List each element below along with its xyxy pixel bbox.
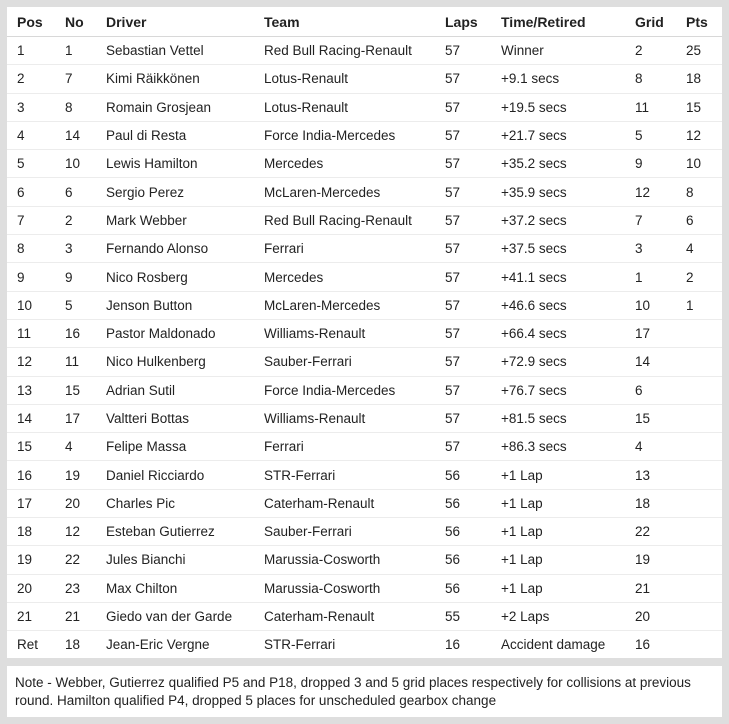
cell-no: 15 bbox=[65, 376, 106, 404]
cell-pos: 15 bbox=[7, 433, 65, 461]
cell-time-retired: +1 Lap bbox=[501, 574, 635, 602]
cell-grid: 11 bbox=[635, 93, 686, 121]
cell-pos: 12 bbox=[7, 348, 65, 376]
cell-pos: 5 bbox=[7, 150, 65, 178]
table-row bbox=[7, 433, 722, 461]
cell-laps: 57 bbox=[445, 263, 501, 291]
cell-no: 22 bbox=[65, 546, 106, 574]
cell-no: 21 bbox=[65, 602, 106, 630]
cell-laps: 57 bbox=[445, 178, 501, 206]
cell-pts: 6 bbox=[686, 206, 722, 234]
table-row bbox=[7, 291, 722, 319]
cell-laps: 57 bbox=[445, 37, 501, 65]
table-row bbox=[7, 602, 722, 630]
cell-laps: 57 bbox=[445, 433, 501, 461]
cell-driver: Jean-Eric Vergne bbox=[106, 637, 210, 653]
cell-pos: 21 bbox=[7, 602, 65, 630]
cell-time-retired: +66.4 secs bbox=[501, 319, 635, 347]
cell-no: 10 bbox=[65, 150, 106, 178]
cell-time-retired: Accident damage bbox=[501, 637, 606, 653]
cell-pos: 6 bbox=[7, 178, 65, 206]
cell-no: 17 bbox=[65, 404, 106, 432]
table-row bbox=[7, 37, 722, 65]
cell-no: 19 bbox=[65, 461, 106, 489]
cell-grid: 7 bbox=[635, 206, 686, 234]
header-driver: Driver bbox=[106, 7, 264, 37]
cell-time-retired: +1 Lap bbox=[501, 489, 635, 517]
cell-driver: Jenson Button bbox=[106, 291, 264, 319]
cell-team: Marussia-Cosworth bbox=[264, 574, 445, 602]
cell-time-retired: +2 Laps bbox=[501, 602, 635, 630]
cell-grid: 5 bbox=[635, 121, 686, 149]
cell-pts: 8 bbox=[686, 178, 722, 206]
cell-time-retired: +9.1 secs bbox=[501, 65, 635, 93]
header-pos: Pos bbox=[7, 7, 65, 37]
header-row bbox=[7, 7, 722, 37]
cell-pts bbox=[686, 461, 722, 489]
cell-pos: 10 bbox=[7, 291, 65, 319]
cell-driver: Valtteri Bottas bbox=[106, 404, 264, 432]
cell-laps: 57 bbox=[445, 235, 501, 263]
cell-grid: 16 bbox=[635, 637, 651, 653]
cell-driver: Kimi Räikkönen bbox=[106, 65, 264, 93]
cell-team: Caterham-Renault bbox=[264, 602, 445, 630]
cell-time-retired: +35.2 secs bbox=[501, 150, 635, 178]
cell-driver: Felipe Massa bbox=[106, 433, 264, 461]
cell-time-retired: +1 Lap bbox=[501, 518, 635, 546]
cell-grid: 19 bbox=[635, 546, 686, 574]
cell-no: 18 bbox=[65, 637, 81, 653]
cell-team: Mercedes bbox=[264, 263, 445, 291]
results-body bbox=[7, 37, 722, 659]
cell-pts: 4 bbox=[686, 235, 722, 263]
cell-no: 3 bbox=[65, 235, 106, 263]
table-row bbox=[7, 461, 722, 489]
cell-time-retired: +72.9 secs bbox=[501, 348, 635, 376]
cell-time-retired: +46.6 secs bbox=[501, 291, 635, 319]
table-row bbox=[7, 518, 722, 546]
cell-team: Sauber-Ferrari bbox=[264, 348, 445, 376]
cell-driver: Jules Bianchi bbox=[106, 546, 264, 574]
cell-grid: 8 bbox=[635, 65, 686, 93]
table-row bbox=[7, 121, 722, 149]
cell-pos: 2 bbox=[7, 65, 65, 93]
race-results-table bbox=[7, 7, 722, 659]
cell-no: 5 bbox=[65, 291, 106, 319]
cell-time-retired: +37.5 secs bbox=[501, 235, 635, 263]
cell-grid: 1 bbox=[635, 263, 686, 291]
cell-team: Williams-Renault bbox=[264, 319, 445, 347]
table-row bbox=[7, 376, 722, 404]
cell-pos: Ret bbox=[17, 637, 39, 653]
table-row bbox=[7, 93, 722, 121]
cell-no: 4 bbox=[65, 433, 106, 461]
header-no: No bbox=[65, 7, 106, 37]
cell-grid: 17 bbox=[635, 319, 686, 347]
cell-laps: 56 bbox=[445, 546, 501, 574]
cell-time-retired: +1 Lap bbox=[501, 546, 635, 574]
cell-no: 23 bbox=[65, 574, 106, 602]
cell-no: 1 bbox=[65, 37, 106, 65]
cell-no: 8 bbox=[65, 93, 106, 121]
header-laps: Laps bbox=[445, 7, 501, 37]
cell-laps: 56 bbox=[445, 489, 501, 517]
cell-driver: Daniel Ricciardo bbox=[106, 461, 264, 489]
cell-pos: 16 bbox=[7, 461, 65, 489]
cell-no: 11 bbox=[65, 348, 106, 376]
cell-grid: 4 bbox=[635, 433, 686, 461]
cell-team: Red Bull Racing-Renault bbox=[264, 37, 445, 65]
cell-grid: 12 bbox=[635, 178, 686, 206]
cell-time-retired: +21.7 secs bbox=[501, 121, 635, 149]
cell-laps: 56 bbox=[445, 518, 501, 546]
table-row bbox=[7, 489, 722, 517]
cell-driver: Paul di Resta bbox=[106, 121, 264, 149]
table-row bbox=[7, 319, 722, 347]
cell-pts: 15 bbox=[686, 93, 722, 121]
cell-team: Ferrari bbox=[264, 235, 445, 263]
header-time-retired: Time/Retired bbox=[501, 7, 635, 37]
table-row bbox=[7, 150, 722, 178]
cell-no: 9 bbox=[65, 263, 106, 291]
cell-grid: 3 bbox=[635, 235, 686, 263]
header-pts: Pts bbox=[686, 7, 722, 37]
cell-driver: Fernando Alonso bbox=[106, 235, 264, 263]
table-row bbox=[7, 348, 722, 376]
cell-grid: 10 bbox=[635, 291, 686, 319]
cell-laps: 57 bbox=[445, 150, 501, 178]
cell-pts bbox=[686, 631, 722, 659]
cell-driver: Romain Grosjean bbox=[106, 93, 264, 121]
results-panel bbox=[7, 7, 722, 658]
cell-pos: 9 bbox=[7, 263, 65, 291]
cell-team: Williams-Renault bbox=[264, 404, 445, 432]
cell-driver: Lewis Hamilton bbox=[106, 150, 264, 178]
cell-driver: Sebastian Vettel bbox=[106, 37, 264, 65]
cell-laps: 56 bbox=[445, 574, 501, 602]
cell-pos: 1 bbox=[7, 37, 65, 65]
table-row bbox=[7, 178, 722, 206]
cell-laps: 57 bbox=[445, 376, 501, 404]
cell-driver: Pastor Maldonado bbox=[106, 319, 264, 347]
cell-driver: Adrian Sutil bbox=[106, 376, 264, 404]
header-team: Team bbox=[264, 7, 445, 37]
table-row bbox=[7, 574, 722, 602]
cell-pts: 1 bbox=[686, 291, 722, 319]
cell-team: Red Bull Racing-Renault bbox=[264, 206, 445, 234]
cell-driver: Giedo van der Garde bbox=[106, 602, 264, 630]
cell-time-retired: +76.7 secs bbox=[501, 376, 635, 404]
cell-grid: 18 bbox=[635, 489, 686, 517]
cell-team: Force India-Mercedes bbox=[264, 121, 445, 149]
cell-no: 20 bbox=[65, 489, 106, 517]
cell-no: 7 bbox=[65, 65, 106, 93]
cell-laps: 57 bbox=[445, 348, 501, 376]
cell-laps: 57 bbox=[445, 93, 501, 121]
cell-time-retired: +35.9 secs bbox=[501, 178, 635, 206]
cell-team: McLaren-Mercedes bbox=[264, 178, 445, 206]
cell-team: STR-Ferrari bbox=[264, 637, 336, 653]
table-row bbox=[7, 235, 722, 263]
cell-laps: 57 bbox=[445, 404, 501, 432]
cell-grid: 9 bbox=[635, 150, 686, 178]
cell-grid: 22 bbox=[635, 518, 686, 546]
table-row bbox=[7, 546, 722, 574]
cell-pos: 4 bbox=[7, 121, 65, 149]
cell-no: 12 bbox=[65, 518, 106, 546]
cell-time-retired: +1 Lap bbox=[501, 461, 635, 489]
cell-pos: 17 bbox=[7, 489, 65, 517]
cell-grid: 14 bbox=[635, 348, 686, 376]
cell-grid: 13 bbox=[635, 461, 686, 489]
cell-pts: 10 bbox=[686, 150, 722, 178]
cell-time-retired: +86.3 secs bbox=[501, 433, 635, 461]
cell-time-retired: +19.5 secs bbox=[501, 93, 635, 121]
cell-driver: Max Chilton bbox=[106, 574, 264, 602]
cell-pts bbox=[686, 574, 722, 602]
cell-pos: 13 bbox=[7, 376, 65, 404]
cell-team: Lotus-Renault bbox=[264, 93, 445, 121]
cell-grid: 2 bbox=[635, 37, 686, 65]
cell-laps: 55 bbox=[445, 602, 501, 630]
table-row bbox=[7, 631, 722, 659]
cell-pts: 25 bbox=[686, 37, 722, 65]
cell-team: Marussia-Cosworth bbox=[264, 546, 445, 574]
cell-pos: 14 bbox=[7, 404, 65, 432]
cell-pts bbox=[686, 602, 722, 630]
cell-pts bbox=[686, 546, 722, 574]
cell-team: Caterham-Renault bbox=[264, 489, 445, 517]
cell-pts bbox=[686, 376, 722, 404]
cell-pts: 18 bbox=[686, 65, 722, 93]
cell-driver: Sergio Perez bbox=[106, 178, 264, 206]
cell-pos: 3 bbox=[7, 93, 65, 121]
cell-laps: 57 bbox=[445, 291, 501, 319]
cell-pos: 18 bbox=[7, 518, 65, 546]
cell-driver: Charles Pic bbox=[106, 489, 264, 517]
cell-pts bbox=[686, 518, 722, 546]
cell-no: 16 bbox=[65, 319, 106, 347]
cell-grid: 21 bbox=[635, 574, 686, 602]
cell-pos: 19 bbox=[7, 546, 65, 574]
cell-time-retired: +37.2 secs bbox=[501, 206, 635, 234]
cell-time-retired: +81.5 secs bbox=[501, 404, 635, 432]
cell-pts bbox=[686, 319, 722, 347]
cell-laps: 57 bbox=[445, 121, 501, 149]
cell-laps: 57 bbox=[445, 206, 501, 234]
cell-pts: 2 bbox=[686, 263, 722, 291]
table-row bbox=[7, 263, 722, 291]
footnote: Note - Webber, Gutierrez qualified P5 and P18, dropped 3 and 5 grid places respectively for collisions at previous round. Hamilton qualified P4, dropped 5 places for unscheduled gearbox change bbox=[7, 666, 722, 717]
cell-no: 14 bbox=[65, 121, 106, 149]
cell-driver: Nico Rosberg bbox=[106, 263, 264, 291]
cell-pos: 20 bbox=[7, 574, 65, 602]
cell-pts bbox=[686, 433, 722, 461]
cell-team: McLaren-Mercedes bbox=[264, 291, 445, 319]
cell-driver: Nico Hulkenberg bbox=[106, 348, 264, 376]
cell-laps: 57 bbox=[445, 319, 501, 347]
cell-pts: 12 bbox=[686, 121, 722, 149]
table-row bbox=[7, 206, 722, 234]
cell-no: 2 bbox=[65, 206, 106, 234]
cell-driver: Esteban Gutierrez bbox=[106, 518, 264, 546]
cell-pts bbox=[686, 348, 722, 376]
cell-laps: 56 bbox=[445, 461, 501, 489]
cell-no: 6 bbox=[65, 178, 106, 206]
cell-team: Mercedes bbox=[264, 150, 445, 178]
cell-time-retired: Winner bbox=[501, 37, 635, 65]
cell-grid: 15 bbox=[635, 404, 686, 432]
cell-laps: 16 bbox=[445, 637, 461, 653]
cell-team: Ferrari bbox=[264, 433, 445, 461]
cell-pts bbox=[686, 489, 722, 517]
cell-team: Force India-Mercedes bbox=[264, 376, 445, 404]
table-row bbox=[7, 404, 722, 432]
cell-pts bbox=[686, 404, 722, 432]
cell-time-retired: +41.1 secs bbox=[501, 263, 635, 291]
cell-grid: 20 bbox=[635, 602, 686, 630]
cell-driver: Mark Webber bbox=[106, 206, 264, 234]
cell-pos: 11 bbox=[7, 319, 65, 347]
cell-team: STR-Ferrari bbox=[264, 461, 445, 489]
cell-grid: 6 bbox=[635, 376, 686, 404]
table-row bbox=[7, 65, 722, 93]
cell-team: Lotus-Renault bbox=[264, 65, 445, 93]
cell-team: Sauber-Ferrari bbox=[264, 518, 445, 546]
cell-laps: 57 bbox=[445, 65, 501, 93]
cell-pos: 8 bbox=[7, 235, 65, 263]
header-grid: Grid bbox=[635, 7, 686, 37]
cell-pos: 7 bbox=[7, 206, 65, 234]
